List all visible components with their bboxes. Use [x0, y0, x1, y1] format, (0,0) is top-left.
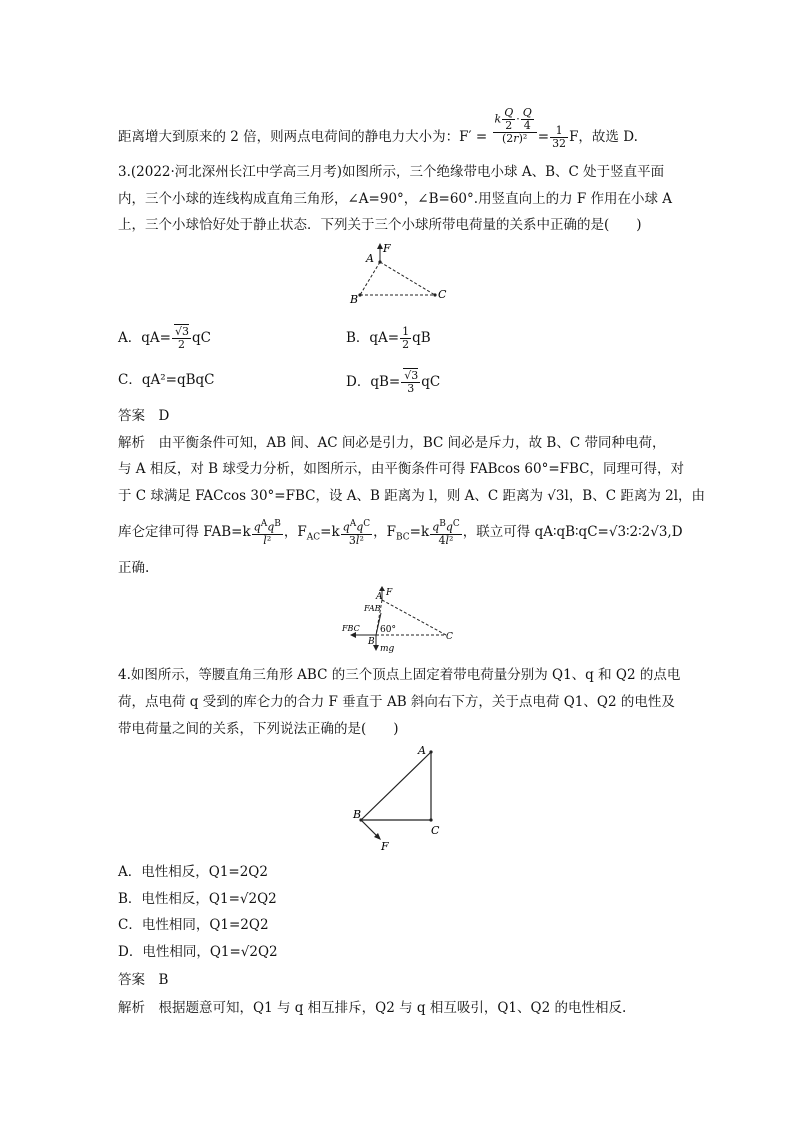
q4-line2: 荷，点电荷 q 受到的库仑力的合力 F 垂直于 AB 斜向右下方，关于点电荷 Q1、Q2 的电性及 — [118, 694, 675, 710]
fig2-label-angle: 60° — [380, 625, 396, 635]
q4-option-b[interactable]: B．电性相反，Q1=√2Q2 — [118, 891, 277, 907]
q3-analysis-2: 与 A 相反，对 B 球受力分析，如图所示，由平衡条件可得 FABcos 60°=FBC，同理可得，对 — [118, 461, 685, 477]
force-fraction: k $\frac{Q}{2}$ · $\frac{Q}{4}$ (2r)² — [493, 107, 537, 145]
q3-force-figure — [338, 585, 458, 655]
edge-AC — [380, 262, 435, 295]
q4-triangle-figure — [345, 740, 455, 855]
result-fraction: $\frac{1}{32}$ — [552, 124, 567, 150]
label-A: A — [366, 252, 374, 265]
fig2-label-C: C — [446, 632, 453, 642]
fig2-label-A: A — [376, 592, 383, 602]
q3-line3: 上，三个小球恰好处于静止状态．下列关于三个小球所带电荷量的关系中正确的是( ) — [118, 217, 642, 233]
top-line-tail: F，故选 D. — [569, 129, 638, 145]
q3-line1: 3.(2022·河北深州长江中学高三月考)如图所示，三个绝缘带电小球 A、B、C 处于竖直平面 — [118, 164, 665, 180]
top-line-text: 距离增大到原来的 2 倍，则两点电荷间的静电力大小为：F′ = — [118, 129, 488, 145]
q4-line1: 4.如图所示，等腰直角三角形 ABC 的三个顶点上固定着带电荷量分别为 Q1、q 和 Q2 的点电 — [118, 667, 681, 683]
label-C: C — [431, 824, 440, 837]
label-B: B — [350, 293, 359, 306]
q3-line2: 内，三个小球的连线构成直角三角形，∠A=90°，∠B=60°.用竖直向上的力 F 作用在小球 A — [118, 191, 673, 207]
label-F: F — [383, 242, 391, 255]
top-line: 距离增大到原来的 2 倍，则两点电荷间的静电力大小为：F′ = k $\frac{Q}{2}$ · $\frac{Q}{4}$ (2r)² = $\frac{1}{32}$ F，故选 D. — [118, 105, 638, 150]
q3-analysis-4: 库仑定律可得 FAB=k $\frac{q^Aq^B}{\text{l²}}$ ，$F_{AC}=k$ $\frac{q^Aq^C}{\text{3l²}}$ ，$F_{BC}=k$ $\frac{q^Bq^C}{\text{4l²}}$ ，联立可得 qA∶qB∶qC=√3∶2∶2√3,D — [118, 519, 683, 547]
fig2-label-FAB: FAB — [364, 604, 381, 613]
q3-option-b[interactable]: B．qA= $\frac{1}{2}$ qB — [346, 325, 431, 351]
label-A: A — [418, 744, 426, 757]
arrowhead-icon — [379, 586, 385, 591]
q3-option-c[interactable]: C．qA²=qBqC — [118, 372, 215, 388]
label-F: F — [381, 840, 389, 853]
fig2-label-F: F — [386, 588, 393, 598]
q4-option-c[interactable]: C．电性相同，Q1=2Q2 — [118, 917, 269, 933]
q3-analysis-5: 正确. — [118, 560, 150, 576]
edge-AB — [361, 752, 431, 820]
fig2-label-B: B — [368, 637, 375, 647]
q3-answer: 答案 D — [118, 408, 170, 424]
edge-AB — [360, 262, 380, 295]
fig2-label-FBC: FBC — [342, 624, 360, 633]
label-C: C — [438, 288, 447, 301]
q3-analysis-1: 解析 由平衡条件可知，AB 间、AC 间必是引力，BC 间必是斥力，故 B、C 带同种电荷， — [118, 435, 666, 451]
label-B: B — [353, 808, 362, 821]
q4-line3: 带电荷量之间的关系，下列说法正确的是( ) — [118, 721, 399, 737]
q3-analysis-3: 于 C 球满足 FACcos 30°=FBC，设 A、B 距离为 l，则 A、C 距离为 √3l，B、C 距离为 2l，由 — [118, 488, 706, 504]
q4-analysis: 解析 根据题意可知，Q1 与 q 相互排斥，Q2 与 q 相互吸引，Q1、Q2 的电性相反. — [118, 1000, 627, 1016]
q4-option-a[interactable]: A．电性相反，Q1=2Q2 — [118, 864, 268, 880]
q3-option-a[interactable]: A．qA= $\frac{√3}{2}$ qC — [118, 325, 211, 351]
fig2-label-mg: mg — [380, 644, 395, 654]
q4-option-d[interactable]: D．电性相同，Q1=√2Q2 — [118, 944, 278, 960]
q4-answer: 答案 B — [118, 972, 169, 988]
q3-option-d[interactable]: D．qB= $\frac{√3}{3}$ qC — [346, 369, 441, 395]
q3-triangle-figure — [340, 240, 460, 310]
